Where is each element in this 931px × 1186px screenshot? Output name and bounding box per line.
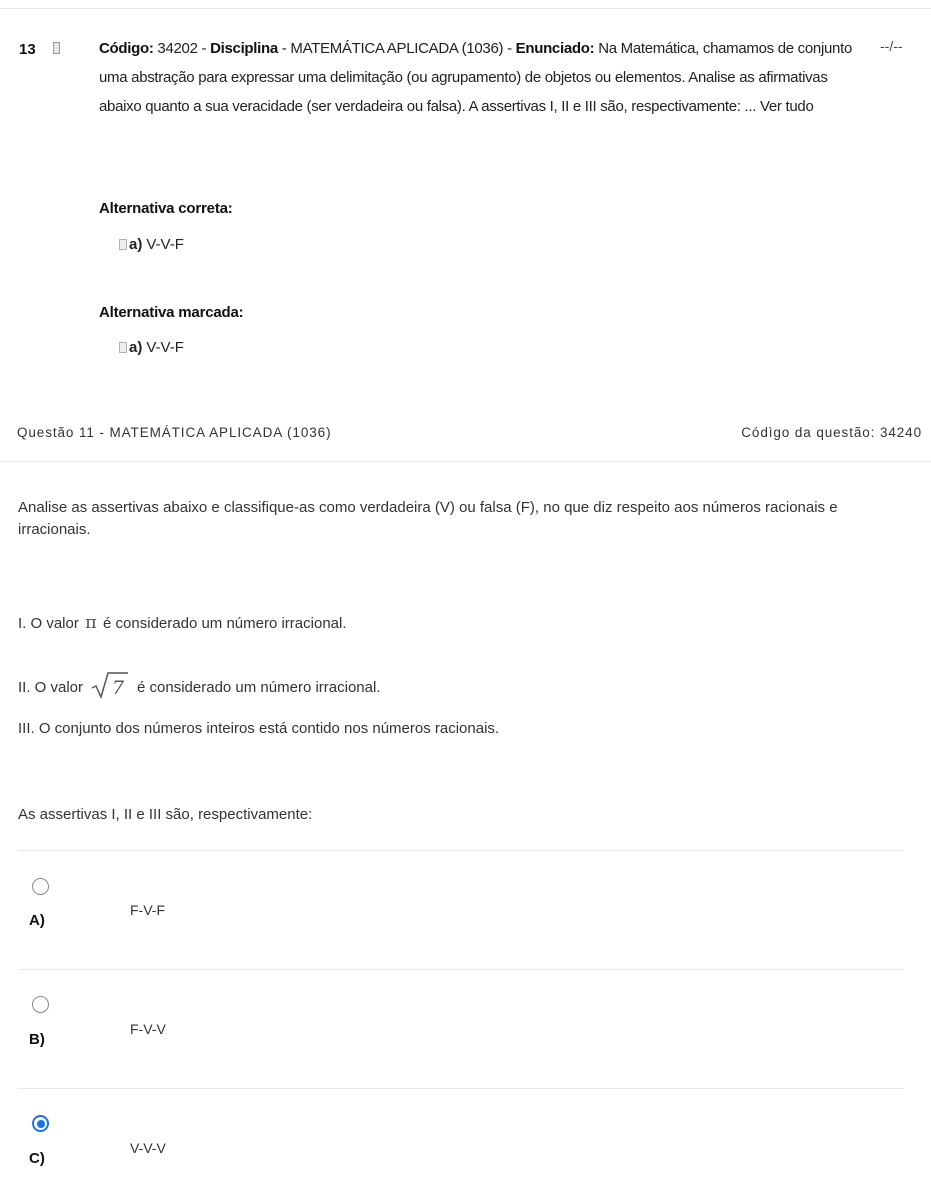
correct-alternative-letter: a)	[129, 236, 143, 253]
option-a-letter: A)	[29, 912, 45, 929]
enunciado-label: Enunciado:	[515, 40, 595, 57]
assertion-3: III. O conjunto dos números inteiros está contido nos números racionais.	[18, 720, 500, 737]
question-code: Códìgo da questão: 34240	[741, 425, 922, 440]
top-divider	[0, 0, 931, 9]
question-header	[17, 425, 922, 440]
disciplina-value: MATEMÁTICA APLICADA (1036)	[290, 40, 504, 57]
square-root-expression	[91, 671, 129, 699]
option-a-radio[interactable]	[32, 878, 49, 895]
header-divider	[0, 461, 931, 462]
radicand: 7	[112, 677, 125, 699]
option-divider	[18, 1088, 904, 1089]
correct-alternative-heading: Alternativa correta:	[99, 200, 233, 217]
question-prompt: As assertivas I, II e III são, respectivamente:	[18, 806, 313, 823]
pi-symbol: π	[85, 612, 97, 633]
marked-alternative	[119, 339, 184, 356]
flag-icon	[53, 42, 60, 54]
marked-alternative-letter: a)	[129, 339, 143, 356]
answer-status-icon	[119, 239, 127, 250]
question-score: --/--	[880, 38, 903, 54]
assertion-1-text-before: I. O valor	[18, 615, 79, 632]
option-divider	[18, 969, 904, 970]
option-a-text[interactable]: F-V-F	[130, 902, 165, 918]
option-c-radio[interactable]	[32, 1115, 49, 1132]
correct-alternative-value: V-V-F	[146, 236, 184, 253]
codigo-value: 34202	[157, 40, 198, 57]
option-b-radio[interactable]	[32, 996, 49, 1013]
disciplina-label: Disciplina	[210, 40, 278, 57]
assertion-1-text-after: é considerado um número irracional.	[103, 615, 347, 632]
option-divider	[18, 850, 904, 851]
option-c-text[interactable]: V-V-V	[130, 1140, 166, 1156]
question-title: Questão 11 - MATEMÁTICA APLICADA (1036)	[17, 425, 332, 440]
enunciado-text: Na Matemática, chamamos de conjunto uma abstração para expressar uma delimitação (ou agrupamento) de objetos ou elementos. Analise as afirmativas abaixo quanto a sua veracidade (ser verdadeira ou falsa). A assertivas I, II e III são, respectivamente: ...	[99, 40, 852, 115]
square-root-icon	[91, 671, 129, 699]
option-c-letter: C)	[29, 1150, 45, 1167]
marked-alternative-heading: Alternativa marcada:	[99, 304, 244, 321]
assertion-2	[18, 673, 381, 701]
question-summary: Código: 34202 - Disciplina - MATEMÁTICA APLICADA (1036) - Enunciado: Na Matemática, chamamos de conjunto uma abstração para expressar uma delimitação (ou agrupamento) de objetos ou elementos. Analise as afirmativas abaixo quanto a sua veracidade (ser verdadeira ou falsa). A assertivas I, II e III são, respectivamente: ... Ver tudo	[99, 40, 852, 115]
assertion-2-text-after: é considerado um número irracional.	[137, 678, 381, 696]
marked-alternative-value: V-V-F	[146, 339, 184, 356]
correct-alternative	[119, 236, 184, 253]
question-statement: Analise as assertivas abaixo e classifique-as como verdadeira (V) ou falsa (F), no que diz respeito aos números racionais e irracionais.	[18, 499, 838, 538]
see-all-link[interactable]: Ver tudo	[760, 98, 814, 115]
question-number: 13	[19, 41, 36, 58]
option-b-letter: B)	[29, 1031, 45, 1048]
answer-status-icon	[119, 342, 127, 353]
codigo-label: Código:	[99, 40, 154, 57]
assertion-2-text-before: II. O valor	[18, 678, 84, 696]
assertion-1	[18, 612, 347, 633]
option-b-text[interactable]: F-V-V	[130, 1021, 166, 1037]
